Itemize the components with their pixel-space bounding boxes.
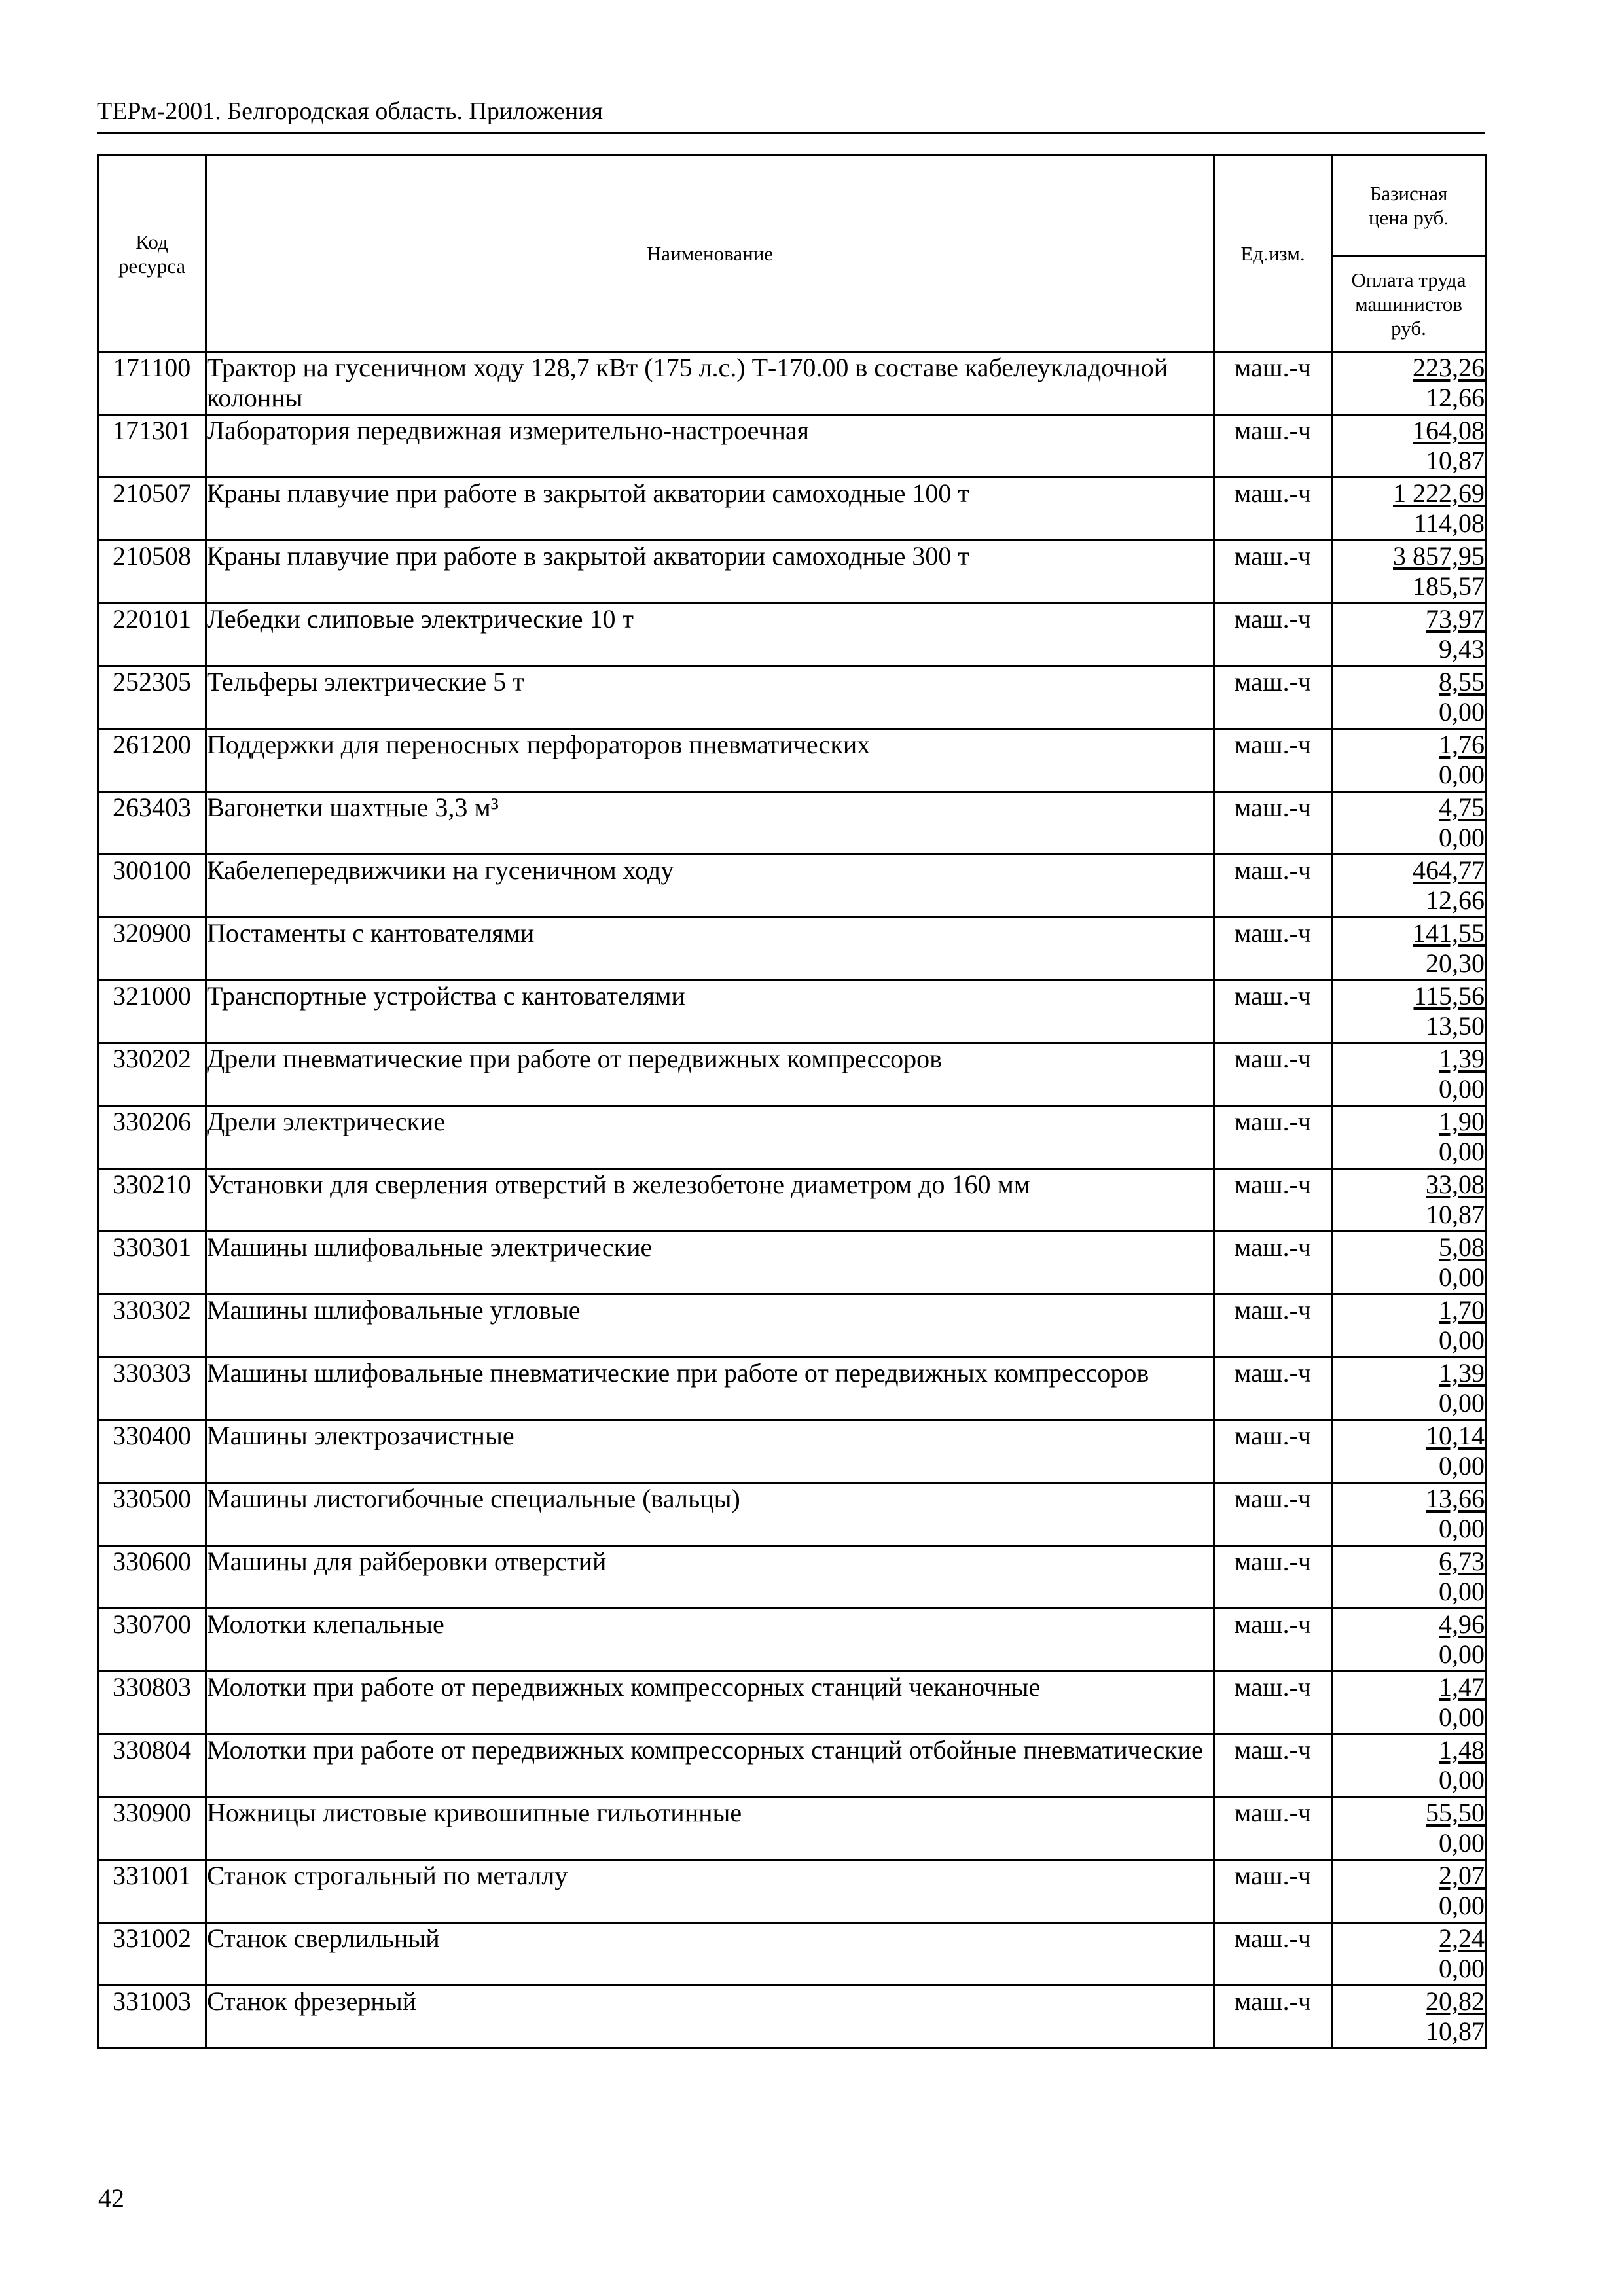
labor-pay: 0,00 (1439, 1137, 1485, 1166)
resource-unit: маш.-ч (1214, 980, 1332, 1043)
base-price: 73,97 (1426, 604, 1485, 634)
column-header-base-price: Базисная цена руб. (1332, 156, 1486, 256)
resource-unit: маш.-ч (1214, 1232, 1332, 1295)
table-row (98, 1860, 1486, 1923)
price-cell (1332, 855, 1486, 918)
price-cell (1332, 1923, 1486, 1986)
resource-code: 210507 (98, 478, 206, 541)
table-row (98, 666, 1486, 729)
resource-name: Установки для сверления отверстий в железобетоне диаметром до 160 мм (206, 1169, 1214, 1232)
resource-code: 330400 (98, 1420, 206, 1483)
labor-pay: 0,00 (1439, 1828, 1485, 1857)
labor-pay: 0,00 (1439, 1765, 1485, 1795)
price-cell (1332, 1546, 1486, 1609)
resource-unit: маш.-ч (1214, 603, 1332, 666)
resource-name: Краны плавучие при работе в закрытой акватории самоходные 100 т (206, 478, 1214, 541)
price-cell (1332, 1043, 1486, 1106)
labor-pay: 0,00 (1439, 1954, 1485, 1983)
resource-name: Машины шлифовальные электрические (206, 1232, 1214, 1295)
resource-code: 330803 (98, 1672, 206, 1734)
labor-pay: 10,87 (1426, 2017, 1485, 2046)
labor-pay: 0,00 (1439, 823, 1485, 852)
labor-pay: 0,00 (1439, 760, 1485, 789)
labor-pay: 10,87 (1426, 1200, 1485, 1229)
resource-code: 330900 (98, 1797, 206, 1860)
price-cell (1332, 1986, 1486, 2049)
price-cell (1332, 1106, 1486, 1169)
resource-name: Кабелепередвижчики на гусеничном ходу (206, 855, 1214, 918)
resource-name: Машины электрозачистные (206, 1420, 1214, 1483)
resource-unit: маш.-ч (1214, 541, 1332, 603)
base-price: 4,96 (1439, 1609, 1485, 1639)
resource-name: Молотки при работе от передвижных компрессорных станций отбойные пневматические (206, 1734, 1214, 1797)
resource-code: 320900 (98, 918, 206, 980)
price-cell (1332, 1169, 1486, 1232)
resource-name: Станок фрезерный (206, 1986, 1214, 2049)
resource-code: 331003 (98, 1986, 206, 2049)
labor-pay: 0,00 (1439, 1640, 1485, 1669)
resource-unit: маш.-ч (1214, 1106, 1332, 1169)
resource-code: 330202 (98, 1043, 206, 1106)
base-price: 1,90 (1439, 1107, 1485, 1136)
base-price: 8,55 (1439, 667, 1485, 696)
price-cell (1332, 729, 1486, 792)
resource-name: Машины для райберовки отверстий (206, 1546, 1214, 1609)
base-price: 1,39 (1439, 1044, 1485, 1073)
table-row (98, 1106, 1486, 1169)
price-cell (1332, 1232, 1486, 1295)
resource-name: Лаборатория передвижная измерительно-настроечная (206, 415, 1214, 478)
resource-code: 263403 (98, 792, 206, 855)
resource-name: Трактор на гусеничном ходу 128,7 кВт (175 л.с.) Т-170.00 в составе кабелеукладочной колонны (206, 352, 1214, 415)
table-row (98, 729, 1486, 792)
base-price: 5,08 (1439, 1232, 1485, 1262)
resource-name: Тельферы электрические 5 т (206, 666, 1214, 729)
labor-pay: 0,00 (1439, 1577, 1485, 1606)
table-row (98, 1357, 1486, 1420)
table-row (98, 855, 1486, 918)
table-row (98, 1169, 1486, 1232)
resource-unit: маш.-ч (1214, 918, 1332, 980)
labor-pay: 0,00 (1439, 1263, 1485, 1292)
base-price: 33,08 (1426, 1170, 1485, 1199)
resource-unit: маш.-ч (1214, 1546, 1332, 1609)
base-price: 13,66 (1426, 1484, 1485, 1513)
resource-unit: маш.-ч (1214, 855, 1332, 918)
table-row (98, 1734, 1486, 1797)
resource-code: 330700 (98, 1609, 206, 1672)
resource-name: Молотки клепальные (206, 1609, 1214, 1672)
resource-name: Дрели пневматические при работе от передвижных компрессоров (206, 1043, 1214, 1106)
resource-unit: маш.-ч (1214, 666, 1332, 729)
column-header-labor-pay: Оплата труда машинистов руб. (1332, 256, 1486, 352)
labor-pay: 185,57 (1413, 571, 1485, 601)
table-row (98, 1043, 1486, 1106)
base-price: 1,39 (1439, 1358, 1485, 1388)
resource-code: 330301 (98, 1232, 206, 1295)
resource-code: 330210 (98, 1169, 206, 1232)
base-price: 20,82 (1426, 1986, 1485, 2016)
table-row (98, 1232, 1486, 1295)
resource-unit: маш.-ч (1214, 352, 1332, 415)
price-cell (1332, 918, 1486, 980)
resource-table (97, 154, 1487, 2049)
base-price: 2,24 (1439, 1924, 1485, 1953)
resource-unit: маш.-ч (1214, 1483, 1332, 1546)
resource-name: Машины шлифовальные пневматические при работе от передвижных компрессоров (206, 1357, 1214, 1420)
price-cell (1332, 1672, 1486, 1734)
page-number: 42 (98, 2183, 124, 2213)
resource-unit: маш.-ч (1214, 1043, 1332, 1106)
resource-name: Транспортные устройства с кантователями (206, 980, 1214, 1043)
resource-unit: маш.-ч (1214, 1860, 1332, 1923)
resource-code: 331001 (98, 1860, 206, 1923)
resource-unit: маш.-ч (1214, 1169, 1332, 1232)
resource-unit: маш.-ч (1214, 792, 1332, 855)
price-cell (1332, 1797, 1486, 1860)
price-cell (1332, 1357, 1486, 1420)
base-price: 223,26 (1413, 353, 1485, 382)
labor-pay: 0,00 (1439, 1702, 1485, 1732)
resource-name: Машины шлифовальные угловые (206, 1295, 1214, 1357)
base-price: 1,47 (1439, 1672, 1485, 1702)
table-row (98, 1923, 1486, 1986)
table-row (98, 1672, 1486, 1734)
resource-unit: маш.-ч (1214, 1420, 1332, 1483)
resource-name: Станок строгальный по металлу (206, 1860, 1214, 1923)
price-cell (1332, 666, 1486, 729)
base-price: 10,14 (1426, 1421, 1485, 1450)
table-row (98, 1546, 1486, 1609)
resource-code: 330500 (98, 1483, 206, 1546)
labor-pay: 0,00 (1439, 697, 1485, 726)
labor-pay: 9,43 (1439, 634, 1485, 664)
resource-unit: маш.-ч (1214, 1357, 1332, 1420)
labor-pay: 10,87 (1426, 446, 1485, 475)
resource-code: 171301 (98, 415, 206, 478)
resource-code: 330600 (98, 1546, 206, 1609)
table-row (98, 478, 1486, 541)
resource-unit: маш.-ч (1214, 729, 1332, 792)
resource-name: Дрели электрические (206, 1106, 1214, 1169)
base-price: 115,56 (1413, 981, 1485, 1011)
labor-pay: 114,08 (1413, 509, 1485, 538)
column-header-code: Код ресурса (98, 156, 206, 352)
resource-code: 321000 (98, 980, 206, 1043)
column-header-name: Наименование (206, 156, 1214, 352)
labor-pay: 0,00 (1439, 1514, 1485, 1543)
base-price: 1,48 (1439, 1735, 1485, 1765)
resource-code: 252305 (98, 666, 206, 729)
resource-name: Постаменты с кантователями (206, 918, 1214, 980)
labor-pay: 0,00 (1439, 1891, 1485, 1920)
resource-unit: маш.-ч (1214, 1295, 1332, 1357)
table-row (98, 1295, 1486, 1357)
price-cell (1332, 541, 1486, 603)
resource-name: Вагонетки шахтные 3,3 м³ (206, 792, 1214, 855)
base-price: 141,55 (1413, 918, 1485, 948)
price-cell (1332, 1860, 1486, 1923)
resource-code: 300100 (98, 855, 206, 918)
base-price: 2,07 (1439, 1861, 1485, 1890)
resource-code: 330303 (98, 1357, 206, 1420)
column-header-unit: Ед.изм. (1214, 156, 1332, 352)
table-row (98, 603, 1486, 666)
page-header (97, 96, 1485, 134)
labor-pay: 12,66 (1426, 886, 1485, 915)
resource-unit: маш.-ч (1214, 478, 1332, 541)
table-row (98, 1986, 1486, 2049)
base-price: 6,73 (1439, 1547, 1485, 1576)
table-row (98, 980, 1486, 1043)
base-price: 1,76 (1439, 730, 1485, 759)
base-price: 1,70 (1439, 1295, 1485, 1325)
base-price: 1 222,69 (1393, 478, 1485, 508)
resource-code: 330206 (98, 1106, 206, 1169)
resource-unit: маш.-ч (1214, 1797, 1332, 1860)
resource-code: 330302 (98, 1295, 206, 1357)
labor-pay: 0,00 (1439, 1074, 1485, 1103)
table-row (98, 918, 1486, 980)
price-cell (1332, 603, 1486, 666)
base-price: 4,75 (1439, 793, 1485, 822)
price-cell (1332, 792, 1486, 855)
labor-pay: 0,00 (1439, 1388, 1485, 1418)
resource-unit: маш.-ч (1214, 1609, 1332, 1672)
table-body (98, 352, 1486, 2049)
price-cell (1332, 1420, 1486, 1483)
labor-pay: 13,50 (1426, 1011, 1485, 1041)
resource-name: Ножницы листовые кривошипные гильотинные (206, 1797, 1214, 1860)
document-title: ТЕРм-2001. Белгородская область. Приложения (97, 98, 603, 125)
price-cell (1332, 1734, 1486, 1797)
resource-code: 220101 (98, 603, 206, 666)
table-row (98, 1483, 1486, 1546)
table-row (98, 541, 1486, 603)
table-row (98, 1797, 1486, 1860)
resource-name: Лебедки слиповые электрические 10 т (206, 603, 1214, 666)
price-cell (1332, 1295, 1486, 1357)
resource-name: Молотки при работе от передвижных компрессорных станций чеканочные (206, 1672, 1214, 1734)
resource-code: 261200 (98, 729, 206, 792)
resource-name: Поддержки для переносных перфораторов пневматических (206, 729, 1214, 792)
labor-pay: 20,30 (1426, 948, 1485, 978)
resource-unit: маш.-ч (1214, 1986, 1332, 2049)
labor-pay: 0,00 (1439, 1325, 1485, 1355)
resource-unit: маш.-ч (1214, 1672, 1332, 1734)
price-cell (1332, 478, 1486, 541)
resource-code: 331002 (98, 1923, 206, 1986)
resource-name: Машины листогибочные специальные (вальцы) (206, 1483, 1214, 1546)
table-row (98, 792, 1486, 855)
labor-pay: 0,00 (1439, 1451, 1485, 1480)
price-cell (1332, 1609, 1486, 1672)
resource-unit: маш.-ч (1214, 1923, 1332, 1986)
resource-code: 330804 (98, 1734, 206, 1797)
resource-code: 171100 (98, 352, 206, 415)
price-cell (1332, 1483, 1486, 1546)
labor-pay: 12,66 (1426, 383, 1485, 412)
table-row (98, 1420, 1486, 1483)
table-row (98, 415, 1486, 478)
resource-name: Станок сверлильный (206, 1923, 1214, 1986)
base-price: 164,08 (1413, 416, 1485, 445)
base-price: 55,50 (1426, 1798, 1485, 1827)
table-row (98, 1609, 1486, 1672)
resource-code: 210508 (98, 541, 206, 603)
price-cell (1332, 352, 1486, 415)
resource-name: Краны плавучие при работе в закрытой акватории самоходные 300 т (206, 541, 1214, 603)
table-row (98, 352, 1486, 415)
price-cell (1332, 980, 1486, 1043)
base-price: 464,77 (1413, 855, 1485, 885)
base-price: 3 857,95 (1393, 541, 1485, 571)
resource-unit: маш.-ч (1214, 415, 1332, 478)
resource-unit: маш.-ч (1214, 1734, 1332, 1797)
price-cell (1332, 415, 1486, 478)
